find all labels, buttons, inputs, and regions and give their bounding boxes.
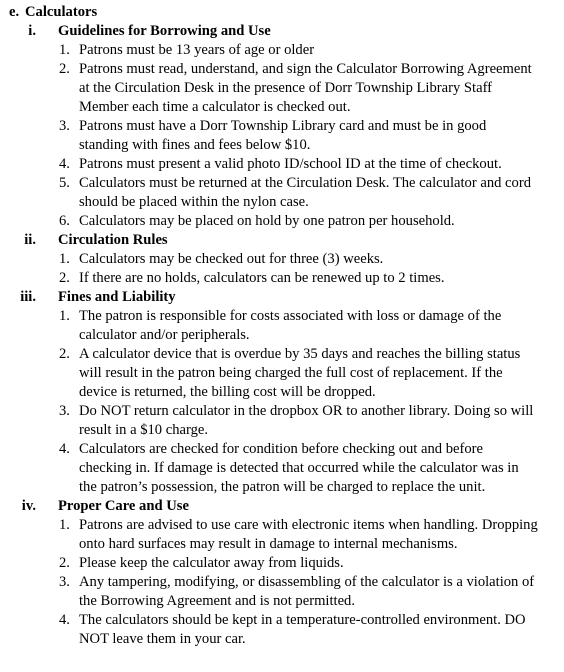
list-item: [0, 345, 564, 402]
list-item: [0, 155, 564, 174]
subsection-title: Fines and Liability: [58, 289, 176, 305]
list-item: [0, 440, 564, 497]
list-item-number: 2.: [59, 61, 70, 77]
list-item-number: 2.: [59, 346, 70, 362]
list-item: [0, 174, 564, 212]
list-item: [0, 611, 564, 649]
list-item-text: The patron is responsible for costs associated with loss or damage of the calculator and/or peripherals.: [79, 308, 502, 343]
policy-document: [0, 3, 564, 649]
list-item: [0, 60, 564, 117]
section-heading: [0, 3, 564, 22]
subsection-heading: [0, 231, 564, 250]
list-item-text: Any tampering, modifying, or disassembling of the calculator is a violation of the Borrowing Agreement and is not permitted.: [79, 574, 535, 609]
list-item-number: 1.: [59, 42, 70, 58]
list-item-number: 1.: [59, 517, 70, 533]
subsection-marker: i.: [28, 23, 36, 39]
list-item-text: Calculators are checked for condition before checking out and before checking in. If damage is detected that occurred while the calculator was in the patron’s possession, the patron will be charged to replace the unit.: [79, 441, 519, 495]
list-item-text: Patrons must have a Dorr Township Library card and must be in good standing with fines and fees below $10.: [79, 118, 487, 153]
subsection-heading: [0, 22, 564, 41]
section-marker: e.: [9, 4, 20, 20]
list-item-text: Patrons are advised to use care with electronic items when handling. Dropping onto hard surfaces may result in damage to internal mechanisms.: [79, 517, 538, 552]
subsection-heading: [0, 288, 564, 307]
list-item-number: 1.: [59, 251, 70, 267]
list-item-text: Calculators must be returned at the Circulation Desk. The calculator and cord should be placed within the nylon case.: [79, 175, 531, 210]
list-item: [0, 269, 564, 288]
list-item: [0, 250, 564, 269]
list-item-text: If there are no holds, calculators can be renewed up to 2 times.: [79, 270, 445, 286]
list-item-number: 1.: [59, 308, 70, 324]
list-item-number: 4.: [59, 156, 70, 172]
list-item-number: 3.: [59, 403, 70, 419]
list-item: [0, 212, 564, 231]
list-item-text: Do NOT return calculator in the dropbox OR to another library. Doing so will result in a $10 charge.: [79, 403, 534, 438]
list-item-number: 4.: [59, 612, 70, 628]
list-item: [0, 554, 564, 573]
list-item-number: 5.: [59, 175, 70, 191]
list-item: [0, 573, 564, 611]
list-item-number: 4.: [59, 441, 70, 457]
list-item-text: Calculators may be checked out for three (3) weeks.: [79, 251, 384, 267]
list-item: [0, 307, 564, 345]
subsection-title: Proper Care and Use: [58, 498, 189, 514]
subsection-marker: iii.: [20, 289, 36, 305]
list-item: [0, 402, 564, 440]
subsection-marker: ii.: [24, 232, 36, 248]
list-item-number: 2.: [59, 270, 70, 286]
list-item: [0, 41, 564, 60]
list-item-text: The calculators should be kept in a temperature-controlled environment. DO NOT leave them in your car.: [79, 612, 526, 647]
list-item-text: Patrons must read, understand, and sign the Calculator Borrowing Agreement at the Circulation Desk in the presence of Dorr Township Library Staff Member each time a calculator is checked out.: [79, 61, 532, 115]
list-item: [0, 117, 564, 155]
list-item-text: Calculators may be placed on hold by one patron per household.: [79, 213, 455, 229]
list-item-number: 2.: [59, 555, 70, 571]
list-item-text: Patrons must present a valid photo ID/school ID at the time of checkout.: [79, 156, 502, 172]
list-item: [0, 516, 564, 554]
list-item-text: Please keep the calculator away from liquids.: [79, 555, 344, 571]
subsection-title: Circulation Rules: [58, 232, 168, 248]
section-title: Calculators: [25, 4, 98, 20]
subsection-heading: [0, 497, 564, 516]
list-item-number: 3.: [59, 574, 70, 590]
subsection-title: Guidelines for Borrowing and Use: [58, 23, 271, 39]
list-item-text: Patrons must be 13 years of age or older: [79, 42, 315, 58]
list-item-number: 6.: [59, 213, 70, 229]
list-item-text: A calculator device that is overdue by 35 days and reaches the billing status will result in the patron being charged the full cost of replacement. If the device is returned, the billing cost will be dropped.: [79, 346, 521, 400]
subsection-list: [0, 22, 564, 649]
subsection-marker: iv.: [21, 498, 36, 514]
list-item-number: 3.: [59, 118, 70, 134]
